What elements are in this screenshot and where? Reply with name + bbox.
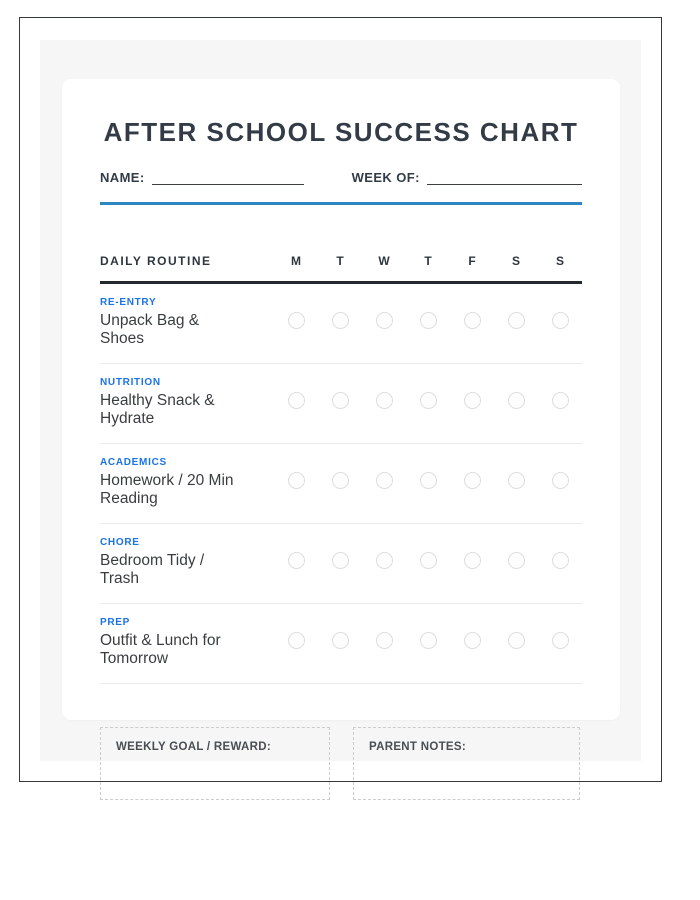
day-checkbox[interactable] xyxy=(420,392,437,409)
day-checkbox[interactable] xyxy=(288,392,305,409)
day-checkbox[interactable] xyxy=(376,472,393,489)
checkbox-cell xyxy=(406,377,450,428)
checkbox-cell xyxy=(538,377,582,428)
page-title: AFTER SCHOOL SUCCESS CHART xyxy=(103,117,579,147)
checkbox-cell xyxy=(494,297,538,348)
checkbox-cell xyxy=(450,537,494,588)
row-category-label: NUTRITION xyxy=(100,377,161,388)
day-checkbox[interactable] xyxy=(288,312,305,329)
checkbox-cell xyxy=(494,537,538,588)
task-line: Hydrate xyxy=(100,410,155,427)
day-checkbox[interactable] xyxy=(508,312,525,329)
row-text xyxy=(100,297,274,348)
day-column-header-mon: M xyxy=(291,254,301,268)
checkbox-cell xyxy=(274,297,318,348)
day-checkbox[interactable] xyxy=(420,632,437,649)
row-category-label: PREP xyxy=(100,617,131,628)
day-checkbox[interactable] xyxy=(376,632,393,649)
day-checkbox[interactable] xyxy=(376,392,393,409)
day-checkbox[interactable] xyxy=(332,392,349,409)
row-text xyxy=(100,537,274,588)
row-task-title xyxy=(100,552,264,588)
day-checkbox[interactable] xyxy=(508,392,525,409)
checkbox-cell xyxy=(274,457,318,508)
row-category-label: ACADEMICS xyxy=(100,457,167,468)
task-line: Shoes xyxy=(100,330,144,347)
day-checkbox[interactable] xyxy=(288,552,305,569)
checkbox-cell xyxy=(406,537,450,588)
checkbox-cell xyxy=(362,537,406,588)
day-checkbox[interactable] xyxy=(464,472,481,489)
task-line: Outfit & Lunch for xyxy=(100,632,221,649)
day-column-header-thu: T xyxy=(424,254,432,268)
chart-card xyxy=(62,79,620,720)
name-field xyxy=(100,170,304,185)
row-text xyxy=(100,457,274,508)
routine-row-chore xyxy=(100,524,582,604)
day-checkbox[interactable] xyxy=(464,312,481,329)
task-line: Trash xyxy=(100,570,140,587)
week-of-field xyxy=(352,170,582,185)
checkbox-cell xyxy=(406,617,450,668)
checkbox-cell xyxy=(362,377,406,428)
name-write-line xyxy=(152,170,304,185)
routine-row-reentry xyxy=(100,284,582,364)
task-line: Bedroom Tidy / xyxy=(100,552,205,569)
day-checkbox[interactable] xyxy=(376,552,393,569)
day-checkbox[interactable] xyxy=(508,472,525,489)
row-task-title xyxy=(100,632,264,668)
day-column-header-fri: F xyxy=(468,254,476,268)
checkbox-cell xyxy=(450,617,494,668)
checkbox-cell xyxy=(274,617,318,668)
day-checkbox[interactable] xyxy=(552,472,569,489)
checkbox-cell xyxy=(362,297,406,348)
checkbox-cell xyxy=(494,377,538,428)
day-checkbox[interactable] xyxy=(332,632,349,649)
checkbox-cell xyxy=(362,617,406,668)
task-line: Reading xyxy=(100,490,158,507)
weekly-goal-box xyxy=(100,727,330,800)
day-checkbox[interactable] xyxy=(420,552,437,569)
routine-table-header xyxy=(100,245,582,284)
day-checkbox[interactable] xyxy=(552,392,569,409)
day-checkbox[interactable] xyxy=(464,632,481,649)
row-text xyxy=(100,377,274,428)
week-of-write-line xyxy=(427,170,582,185)
task-line: Unpack Bag & xyxy=(100,312,200,329)
checkbox-cell xyxy=(318,377,362,428)
checkbox-cell xyxy=(406,297,450,348)
row-task-title xyxy=(100,392,264,428)
day-checkbox[interactable] xyxy=(332,552,349,569)
checkbox-cell xyxy=(318,537,362,588)
day-checkbox[interactable] xyxy=(288,632,305,649)
checkbox-cell xyxy=(318,617,362,668)
checkbox-cell xyxy=(318,297,362,348)
day-checkbox[interactable] xyxy=(552,552,569,569)
day-checkbox[interactable] xyxy=(464,392,481,409)
row-task-title xyxy=(100,312,264,348)
task-line: Healthy Snack & xyxy=(100,392,215,409)
day-checkbox[interactable] xyxy=(376,312,393,329)
checkbox-cell xyxy=(450,377,494,428)
checkbox-cell xyxy=(494,617,538,668)
checkbox-cell xyxy=(450,457,494,508)
day-checkbox[interactable] xyxy=(464,552,481,569)
row-text xyxy=(100,617,274,668)
day-checkbox[interactable] xyxy=(332,472,349,489)
day-checkbox[interactable] xyxy=(552,312,569,329)
parent-notes-label: PARENT NOTES: xyxy=(369,741,466,753)
checkbox-cell xyxy=(274,537,318,588)
parent-notes-box xyxy=(353,727,580,800)
day-checkbox[interactable] xyxy=(552,632,569,649)
checkbox-cell xyxy=(538,297,582,348)
day-checkbox[interactable] xyxy=(332,312,349,329)
day-checkbox[interactable] xyxy=(508,632,525,649)
day-checkbox[interactable] xyxy=(420,312,437,329)
row-category-label: RE-ENTRY xyxy=(100,297,157,308)
routine-row-prep xyxy=(100,604,582,684)
checkbox-cell xyxy=(450,297,494,348)
row-task-title xyxy=(100,472,264,508)
name-label: NAME: xyxy=(100,170,145,185)
checkbox-cell xyxy=(538,537,582,588)
routine-row-academics xyxy=(100,444,582,524)
row-category-label: CHORE xyxy=(100,537,140,548)
task-line: Tomorrow xyxy=(100,650,169,667)
checkbox-cell xyxy=(538,617,582,668)
checkbox-cell xyxy=(406,457,450,508)
daily-routine-header: DAILY ROUTINE xyxy=(100,254,212,268)
name-week-row xyxy=(100,170,582,185)
day-checkbox[interactable] xyxy=(420,472,437,489)
day-column-header-wed: W xyxy=(378,254,390,268)
checkbox-cell xyxy=(318,457,362,508)
checkbox-cell xyxy=(538,457,582,508)
routine-table-body xyxy=(100,284,582,684)
accent-divider-rule xyxy=(100,202,582,205)
weekly-goal-label: WEEKLY GOAL / REWARD: xyxy=(116,741,271,753)
day-checkbox[interactable] xyxy=(508,552,525,569)
checkbox-cell xyxy=(274,377,318,428)
checkbox-cell xyxy=(494,457,538,508)
day-checkbox[interactable] xyxy=(288,472,305,489)
week-of-label: WEEK OF: xyxy=(351,170,420,185)
day-column-header-sat: S xyxy=(511,254,520,268)
day-column-header-sun: S xyxy=(555,254,564,268)
day-column-header-tue: T xyxy=(336,254,344,268)
checkbox-cell xyxy=(362,457,406,508)
routine-row-nutrition xyxy=(100,364,582,444)
task-line: Homework / 20 Min xyxy=(100,472,234,489)
